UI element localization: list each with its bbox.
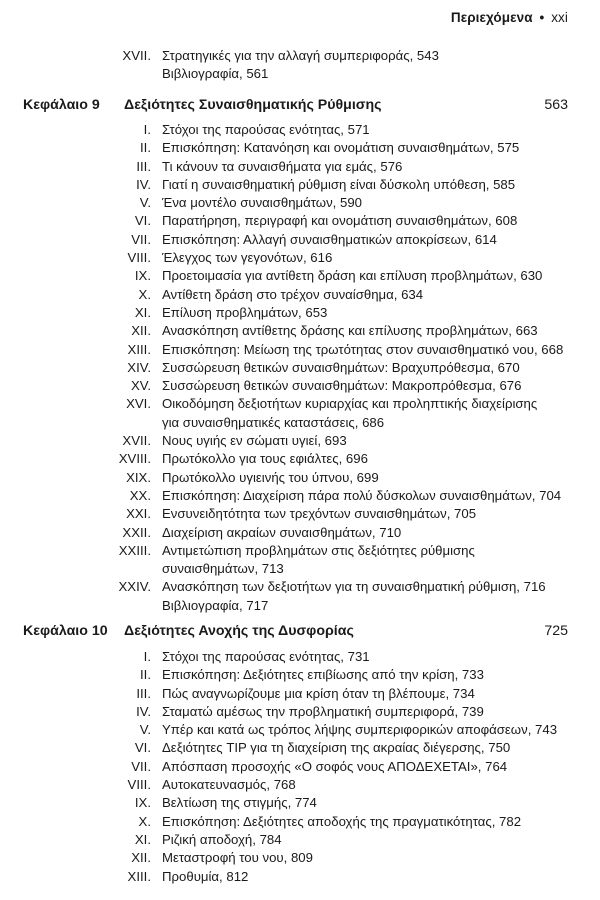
toc-entry-number: III.: [136, 685, 151, 701]
toc-entry-title: Επισκόπηση: Δεξιότητες αποδοχής της πραγματικότητας, 782: [162, 813, 522, 829]
chapter-10-label: Κεφάλαιο 10: [23, 623, 108, 639]
toc-entry-number: III.: [136, 158, 151, 174]
toc-entry-title: Ένα μοντέλο συναισθημάτων, 590: [162, 195, 363, 211]
toc-entry-number: I.: [143, 649, 151, 664]
toc-entry-number: IX.: [134, 268, 151, 284]
toc-entry-title: Επισκόπηση: Μείωση της τρωτότητας στον συναισθηματικό νου, 668: [162, 341, 564, 357]
toc-entry[interactable]: [0, 65, 600, 83]
toc-entry-number: II.: [140, 140, 151, 156]
chapter-9-title: Δεξιότητες Συναισθηματικής Ρύθμισης: [124, 97, 382, 113]
toc-entry[interactable]: [0, 487, 600, 505]
toc-entry-number: I.: [143, 122, 151, 137]
toc-entry-title: Υπέρ και κατά ως τρόπος λήψης συμπεριφορικών αποφάσεων, 743: [162, 722, 558, 738]
toc-entry-title: Βιβλιογραφία, 561: [162, 66, 269, 82]
toc-entry-title: Τι κάνουν τα συναισθήματα για εμάς, 576: [162, 158, 403, 174]
toc-entry-number: IV.: [136, 176, 151, 192]
toc-entry[interactable]: [0, 776, 600, 794]
toc-entry[interactable]: [0, 505, 600, 523]
toc-entry-title-continued: για συναισθηματικές καταστάσεις, 686: [162, 414, 385, 430]
toc-entry[interactable]: [0, 377, 600, 395]
toc-entry-title: Πρωτόκολλο για τους εφιάλτες, 696: [162, 451, 368, 467]
toc-entry[interactable]: [0, 450, 600, 468]
chapter-10-heading[interactable]: [0, 621, 600, 641]
toc-entry-title: Απόσπαση προσοχής «Ο σοφός νους ΑΠΟΔΕΧΕΤΑΙ», 764: [162, 758, 508, 774]
toc-entry[interactable]: [0, 47, 600, 65]
toc-entry-title: Στόχοι της παρούσας ενότητας, 731: [162, 649, 370, 664]
toc-entry-number: XVII.: [122, 433, 151, 449]
toc-entry-title: Επισκόπηση: Διαχείριση πάρα πολύ δύσκολων συναισθημάτων, 704: [162, 487, 562, 503]
chapter-9-entries: [0, 121, 600, 615]
toc-entry[interactable]: [0, 231, 600, 249]
toc-entry-title: Ανασκόπηση των δεξιοτήτων για τη συναισθηματική ρύθμιση, 716: [162, 579, 546, 595]
toc-entry[interactable]: [0, 249, 600, 267]
toc-entry[interactable]: [0, 721, 600, 739]
running-header: [451, 10, 568, 25]
toc-entry-title: Πρωτόκολλο υγιεινής του ύπνου, 699: [162, 469, 379, 485]
toc-entry-title: Αντιμετώπιση προβλημάτων στις δεξιότητες ρύθμισης: [162, 542, 475, 558]
header-title: Περιεχόμενα: [450, 10, 533, 25]
toc-entry[interactable]: [0, 831, 600, 849]
toc-entry-number: IX.: [134, 795, 151, 811]
toc-entry-number: XIII.: [127, 868, 151, 884]
toc-entry[interactable]: [0, 395, 600, 413]
toc-entry[interactable]: [0, 194, 600, 212]
toc-entry-number: VI.: [134, 213, 151, 229]
toc-entry-title: Συσσώρευση θετικών συναισθημάτων: Μακροπρόθεσμα, 676: [162, 378, 522, 394]
toc-entry[interactable]: [0, 432, 600, 450]
toc-entry[interactable]: [0, 267, 600, 285]
toc-entry-title: Αυτοκατευνασμός, 768: [162, 777, 296, 793]
toc-entry-title: Μεταστροφή του νου, 809: [162, 850, 313, 866]
toc-entry-number: XI.: [134, 304, 151, 320]
toc-entry-continuation[interactable]: [0, 560, 600, 578]
header-page-number: xxi: [551, 10, 568, 25]
toc-entry[interactable]: [0, 524, 600, 542]
toc-entry-number: XXII.: [122, 524, 151, 540]
chapter-10-page: 725: [544, 623, 568, 639]
toc-entry[interactable]: [0, 341, 600, 359]
toc-entry-number: XX.: [129, 487, 151, 503]
toc-entry-title: Στόχοι της παρούσας ενότητας, 571: [162, 122, 370, 137]
toc-entry[interactable]: [0, 794, 600, 812]
toc-entry-title: Στρατηγικές για την αλλαγή συμπεριφοράς, 543: [162, 48, 439, 63]
toc-entry-title: Επισκόπηση: Κατανόηση και ονομάτιση συναισθημάτων, 575: [162, 140, 520, 156]
toc-entry-title: Ριζική αποδοχή, 784: [162, 831, 282, 847]
toc-entry[interactable]: [0, 648, 600, 666]
toc-entry[interactable]: [0, 849, 600, 867]
toc-entry[interactable]: [0, 685, 600, 703]
toc-entry-title: Βελτίωση της στιγμής, 774: [162, 795, 317, 811]
toc-entry-number: VII.: [131, 758, 151, 774]
toc-entry-number: XV.: [130, 378, 151, 394]
toc-entry-number: V.: [139, 195, 151, 211]
toc-entry[interactable]: [0, 542, 600, 560]
toc-entry-number: II.: [140, 667, 151, 683]
toc-entry[interactable]: [0, 121, 600, 139]
toc-entry-title: Διαχείριση ακραίων συναισθημάτων, 710: [162, 524, 402, 540]
toc-entry[interactable]: [0, 158, 600, 176]
toc-entry-title: Προετοιμασία για αντίθετη δράση και επίλυση προβλημάτων, 630: [162, 268, 543, 284]
toc-entry-title: Ενσυνειδητότητα των τρεχόντων συναισθημάτων, 705: [162, 506, 477, 522]
toc-entry-number: XI.: [134, 831, 151, 847]
toc-entry-number: XII.: [131, 323, 151, 339]
toc-entry[interactable]: [0, 703, 600, 721]
toc-entry[interactable]: [0, 139, 600, 157]
toc-entry-title: Επισκόπηση: Δεξιότητες επιβίωσης από την κρίση, 733: [162, 667, 484, 683]
toc-entry-number: XIII.: [127, 341, 151, 357]
toc-entry-number: XXIII.: [118, 542, 151, 558]
toc-entry[interactable]: [0, 212, 600, 230]
toc-entry-title: Επίλυση προβλημάτων, 653: [162, 304, 328, 320]
toc-entry-title: Επισκόπηση: Αλλαγή συναισθηματικών αποκρίσεων, 614: [162, 231, 497, 247]
toc-entry-title: Παρατήρηση, περιγραφή και ονομάτιση συναισθημάτων, 608: [162, 213, 518, 229]
toc-entry-number: VII.: [131, 231, 151, 247]
toc-entry-continuation[interactable]: [0, 414, 600, 432]
chapter-9-heading[interactable]: [0, 95, 600, 115]
toc-entry-title: Δεξιότητες TIP για τη διαχείριση της ακραίας διέγερσης, 750: [162, 740, 511, 756]
toc-entry-title: Σταματώ αμέσως την προβληματική συμπεριφορά, 739: [162, 703, 484, 719]
toc-entry[interactable]: [0, 304, 600, 322]
toc-entry-number: V.: [139, 722, 151, 738]
toc-entry[interactable]: [0, 578, 600, 596]
toc-entry-continuation[interactable]: [0, 597, 600, 615]
toc-entry[interactable]: [0, 359, 600, 377]
toc-entry-title: Οικοδόμηση δεξιοτήτων κυριαρχίας και προληπτικής διαχείρισης: [162, 396, 538, 412]
toc-entry-number: XII.: [131, 850, 151, 866]
toc-entry-title: Γιατί η συναισθηματική ρύθμιση είναι δύσκολη υπόθεση, 585: [162, 176, 516, 192]
toc-entry-title: Νους υγιής εν σώματι υγιεί, 693: [162, 433, 347, 449]
toc-entry-number: XVII.: [122, 48, 151, 63]
toc-entry-number: X.: [138, 286, 151, 302]
toc-entry-title-continued: συναισθημάτων, 713: [162, 561, 284, 577]
toc-entry-title: Έλεγχος των γεγονότων, 616: [162, 250, 333, 266]
toc-entry[interactable]: [0, 739, 600, 757]
toc-entry[interactable]: [0, 868, 600, 886]
toc-entry-number: VIII.: [127, 250, 151, 266]
chapter-9-label: Κεφάλαιο 9: [23, 97, 100, 113]
toc-entry[interactable]: [0, 666, 600, 684]
toc-entry-number: X.: [138, 813, 151, 829]
toc-entry-title: Προθυμία, 812: [162, 868, 249, 884]
toc-entry-number: VI.: [134, 740, 151, 756]
toc-entry[interactable]: [0, 176, 600, 194]
toc-entry-number: XIV.: [127, 359, 151, 375]
toc-entry-title: Αντίθετη δράση στο τρέχον συναίσθημα, 634: [162, 286, 424, 302]
header-bullet: •: [539, 10, 545, 25]
toc-entry-number: VIII.: [127, 777, 151, 793]
toc-entry-number: XXI.: [126, 506, 151, 522]
toc-entry-title: Πώς αναγνωρίζουμε μια κρίση όταν τη βλέπουμε, 734: [162, 685, 475, 701]
toc-entry-title: Συσσώρευση θετικών συναισθημάτων: Βραχυπρόθεσμα, 670: [162, 359, 520, 375]
toc-entry-number: XIX.: [126, 469, 151, 485]
toc-entry[interactable]: [0, 469, 600, 487]
toc-entry-title-continued: Βιβλιογραφία, 717: [162, 597, 269, 613]
previous-chapter-entries: [0, 47, 600, 84]
chapter-9-page: 563: [544, 97, 568, 113]
toc-entry-number: XXIV.: [118, 579, 151, 595]
toc-entry[interactable]: [0, 758, 600, 776]
toc-entry-title: Ανασκόπηση αντίθετης δράσης και επίλυσης προβλημάτων, 663: [162, 323, 538, 339]
chapter-10-entries: [0, 648, 600, 886]
chapter-10-title: Δεξιότητες Ανοχής της Δυσφορίας: [124, 623, 354, 639]
toc-entry-number: XVI.: [126, 396, 151, 412]
toc-entry-number: XVIII.: [118, 451, 151, 467]
toc-entry-number: IV.: [136, 703, 151, 719]
toc-entry[interactable]: [0, 286, 600, 304]
toc-entry[interactable]: [0, 322, 600, 340]
toc-entry[interactable]: [0, 813, 600, 831]
